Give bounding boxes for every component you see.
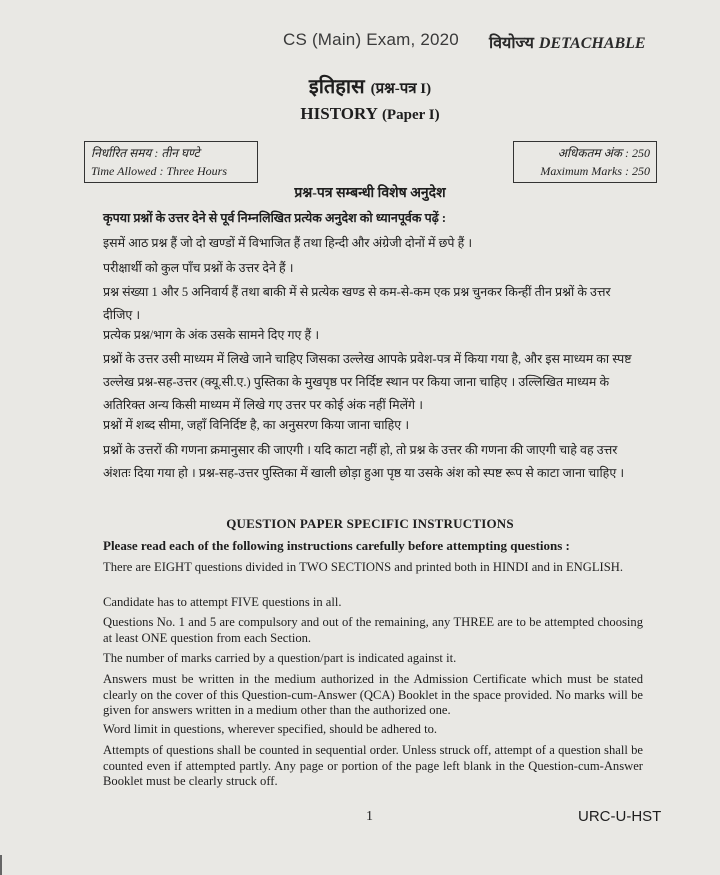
exam-title: CS (Main) Exam, 2020 xyxy=(283,30,459,49)
time-allowed-english: Time Allowed : Three Hours xyxy=(91,164,228,178)
scan-edge-mark xyxy=(0,855,2,875)
hindi-instruction-2: परीक्षार्थी को कुल पाँच प्रश्नों के उत्तर देने हैं । xyxy=(103,261,294,275)
maximum-marks-hindi: अधिकतम अंक : 250 xyxy=(557,146,650,160)
english-instructions-intro: Please read each of the following instructions carefully before attempting questions : xyxy=(103,538,570,553)
detachable-hindi: वियोज्य xyxy=(489,35,534,52)
english-instruction-3: Questions No. 1 and 5 are compulsory and out of the remaining, any THREE are to be attempted choosing at least ONE question from each Section. xyxy=(103,615,643,645)
hindi-instruction-6: प्रश्नों में शब्द सीमा, जहाँ विनिर्दिष्ट है, का अनुसरण किया जाना चाहिए । xyxy=(103,418,410,432)
hindi-instruction-4: प्रत्येक प्रश्न/भाग के अंक उसके सामने दिए गए हैं । xyxy=(103,328,320,342)
paper-code: URC-U-HST xyxy=(578,808,662,825)
english-instruction-7: Attempts of questions shall be counted in sequential order. Unless struck off, attempt of a question shall be counted even if attempted partly. Any page or portion of the page left blank in the Question-cum-Answer Booklet must be clearly struck off. xyxy=(103,743,643,788)
subject-english-paper: (Paper I) xyxy=(381,107,440,123)
english-instruction-1: There are EIGHT questions divided in TWO SECTIONS and printed both in HINDI and in ENGLISH. xyxy=(103,560,623,574)
subject-hindi-paper: (प्रश्न-पत्र I) xyxy=(370,81,432,97)
hindi-instruction-1: इसमें आठ प्रश्न हैं जो दो खण्डों में विभाजित हैं तथा हिन्दी और अंग्रेजी दोनों में छपे हैं । xyxy=(103,236,473,250)
detachable-english: DETACHABLE xyxy=(538,35,646,52)
hindi-instruction-3: प्रश्न संख्या 1 और 5 अनिवार्य हैं तथा बाकी में से प्रत्येक खण्ड से कम-से-कम एक प्रश्न चुनकर किन्हीं तीन प्रश्नों के उत्तर दीजिए । xyxy=(103,285,611,322)
subject-hindi-title xyxy=(0,72,720,99)
maximum-marks-english: Maximum Marks : 250 xyxy=(540,164,650,178)
english-instruction-2: Candidate has to attempt FIVE questions in all. xyxy=(103,595,342,609)
detachable-label xyxy=(489,31,646,53)
hindi-instruction-7: प्रश्नों के उत्तरों की गणना क्रमानुसार की जाएगी । यदि काटा नहीं हो, तो प्रश्न के उत्तर की गणना की जाएगी चाहे वह उत्तर अंशतः दिया गया हो । प्रश्न-सह-उत्तर पुस्तिका में खाली छोड़ा हुआ पृष्ठ या उसके अंश को स्पष्ट रूप से काटा जाना चाहिए । xyxy=(103,443,625,480)
time-allowed-hindi: निर्धारित समय : तीन घण्टे xyxy=(91,146,200,160)
maximum-marks-box xyxy=(513,141,657,183)
hindi-instructions-intro: कृपया प्रश्नों के उत्तर देने से पूर्व निम्नलिखित प्रत्येक अनुदेश को ध्यानपूर्वक पढ़ें : xyxy=(103,211,447,225)
english-instructions-title: QUESTION PAPER SPECIFIC INSTRUCTIONS xyxy=(226,516,514,531)
time-allowed-box xyxy=(84,141,258,183)
english-instruction-4: The number of marks carried by a question/part is indicated against it. xyxy=(103,651,457,665)
english-instruction-6: Word limit in questions, wherever specified, should be adhered to. xyxy=(103,722,438,736)
page-number: 1 xyxy=(366,809,373,824)
english-instruction-5: Answers must be written in the medium authorized in the Admission Certificate which must be stated clearly on the cover of this Question-cum-Answer (QCA) Booklet in the space provided. No marks will be given for answers written in a medium other than the authorized one. xyxy=(103,672,643,717)
hindi-instructions-title: प्रश्न-पत्र सम्बन्धी विशेष अनुदेश xyxy=(294,186,446,201)
subject-hindi: इतिहास xyxy=(308,76,365,98)
hindi-instruction-5: प्रश्नों के उत्तर उसी माध्यम में लिखे जाने चाहिए जिसका उल्लेख आपके प्रवेश-पत्र में किया गया है, और इस माध्यम का स्पष्ट उल्लेख प्रश्न-सह-उत्तर (क्यू.सी.ए.) पुस्तिका के मुखपृष्ठ पर निर्दिष्ट स्थान पर किया जाना चाहिए । उल्लिखित माध्यम के अतिरिक्त अन्य किसी माध्यम में लिखे गए उत्तर पर कोई अंक नहीं मिलेंगे । xyxy=(103,352,632,412)
subject-english: HISTORY xyxy=(300,104,378,123)
subject-english-title xyxy=(0,104,720,124)
